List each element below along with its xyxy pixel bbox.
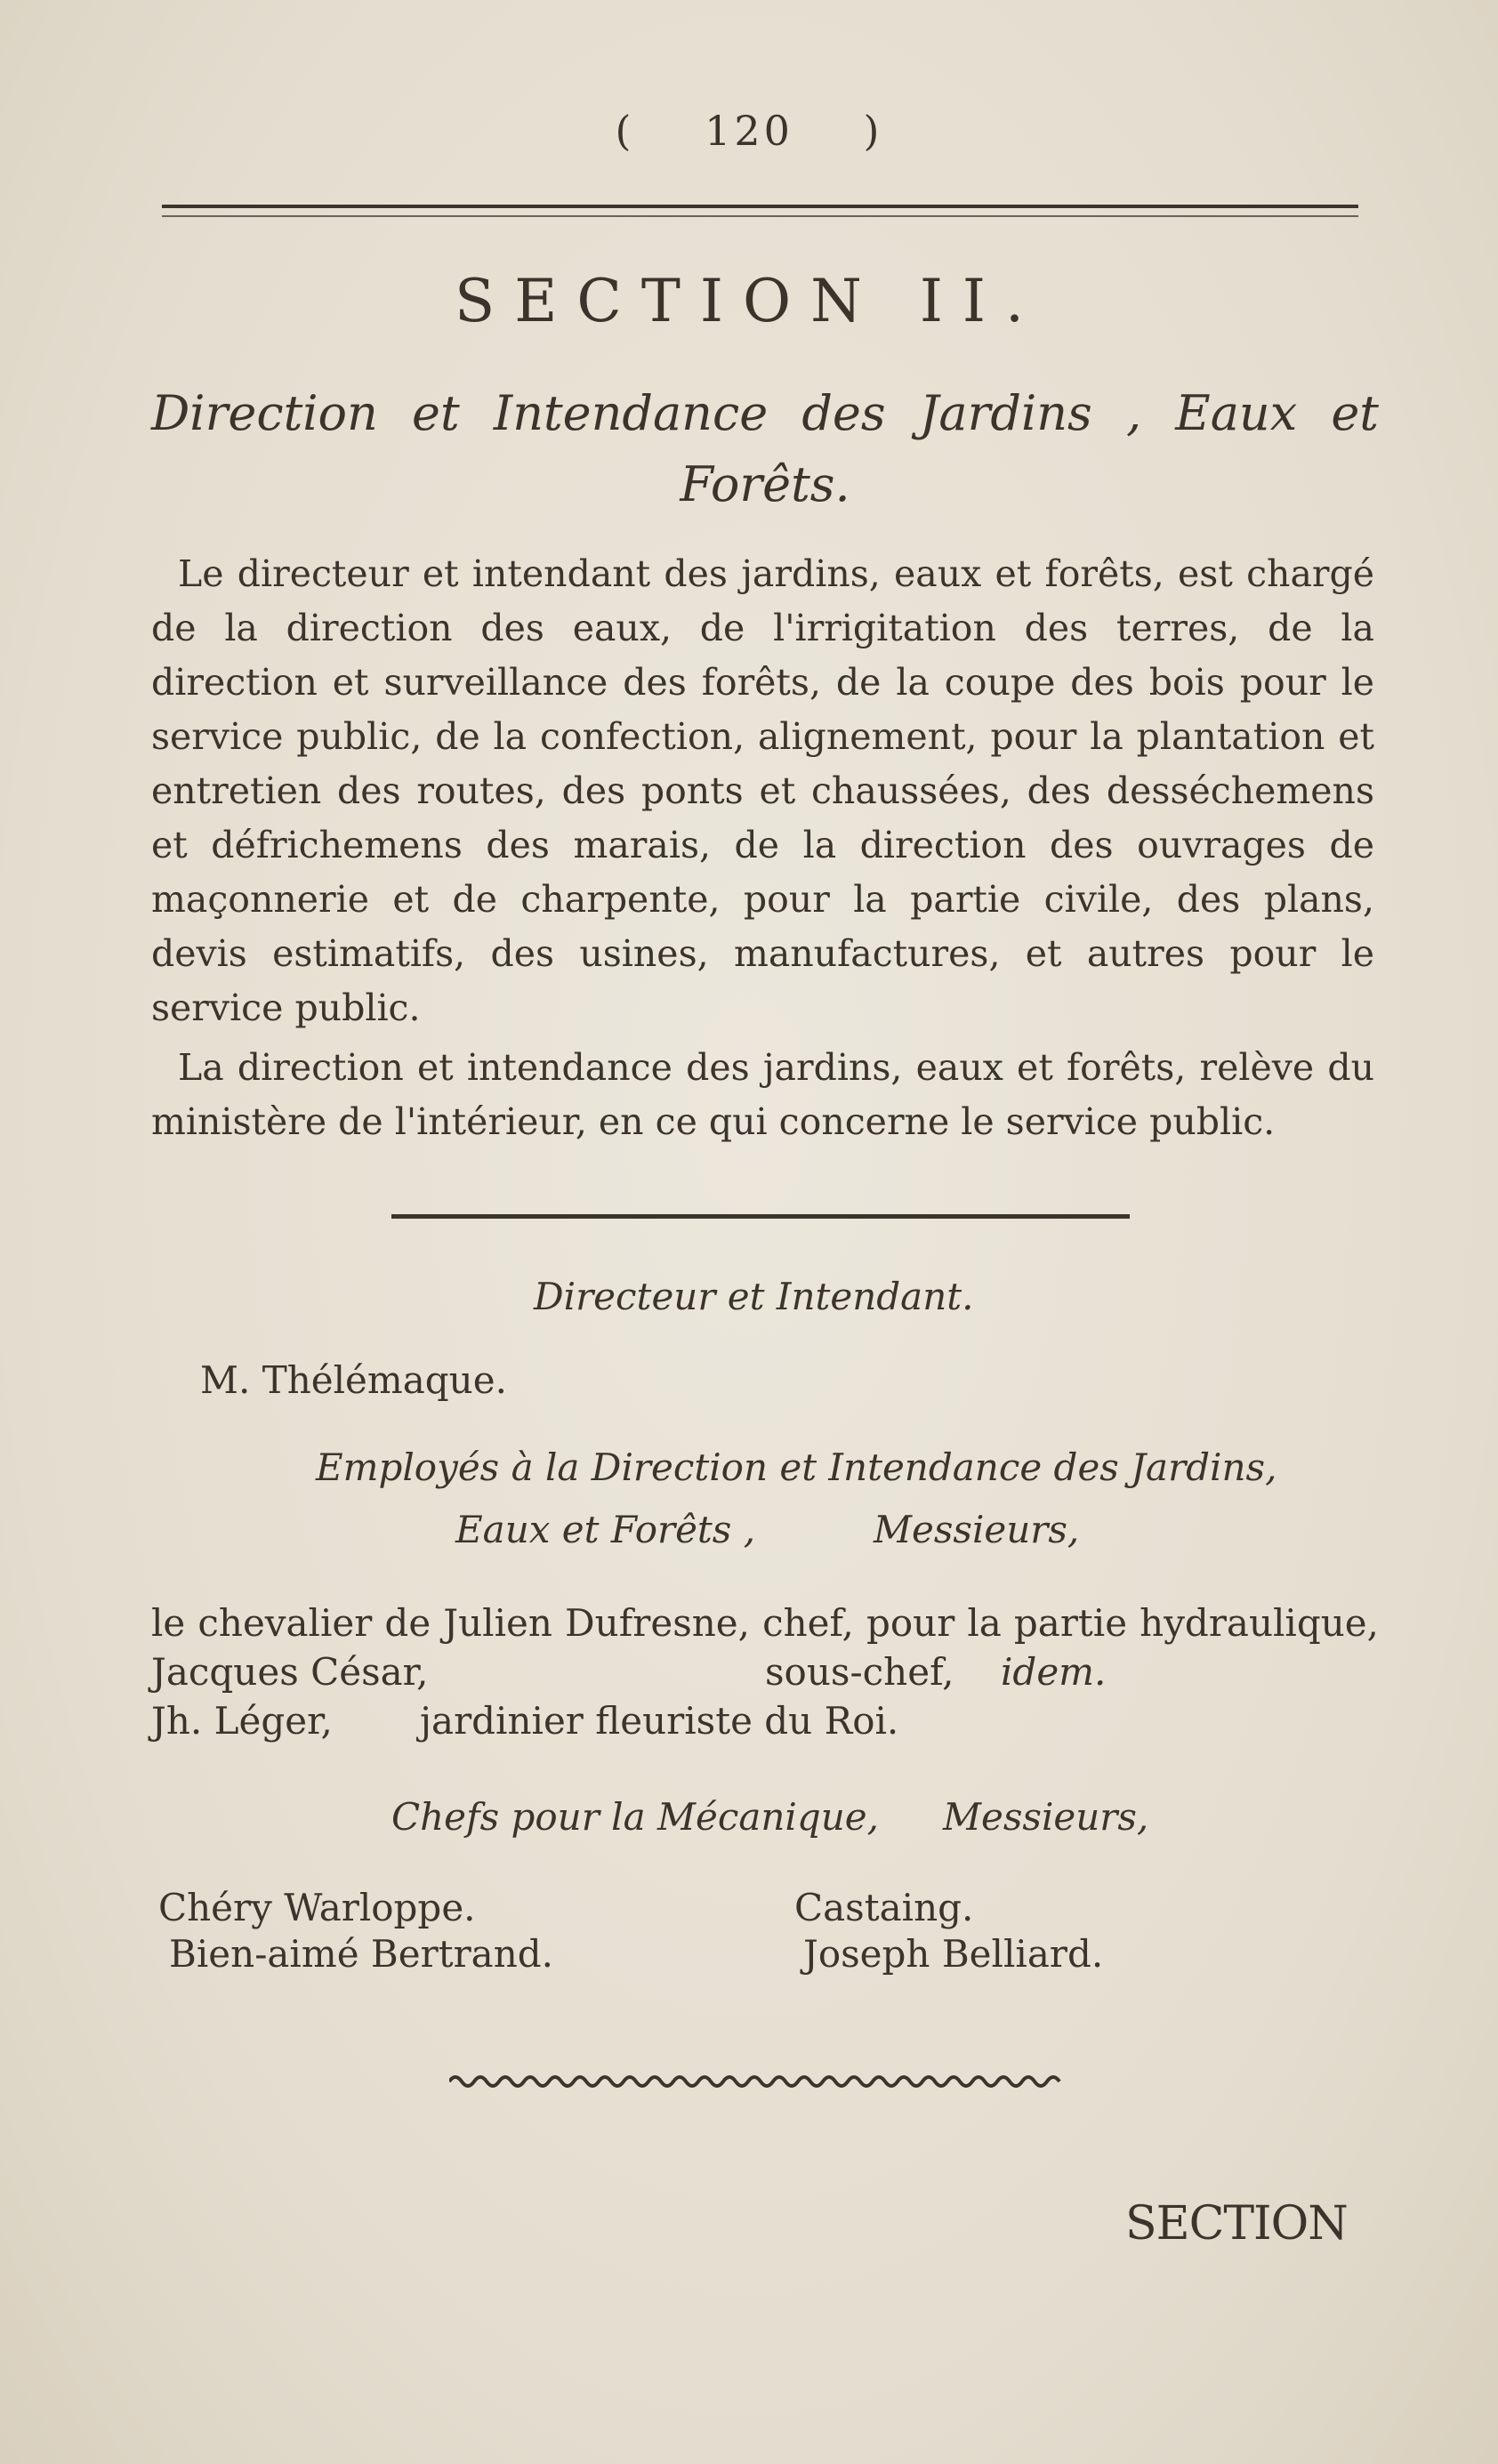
director-name: M. Thélémaque. <box>200 1358 507 1402</box>
employee-row-3-role: jardinier fleuriste du Roi. <box>420 1699 899 1743</box>
paragraph-1: Le directeur et intendant des jardins, eaux et forêts, est chargé de la direction des eaux, de l'irrigitation des terres, de la direction et surveillance des forêts, de la coupe des bois pour le service public, de la confection, alignement, pour la plantation et entretien des routes, des ponts et chaussées, des desséchemens et défrichemens des marais, de la direction des ouvrages de maçonnerie et de charpente, pour la partie civile, des plans, devis estimatifs, des usines, manufactures, et autres pour le service public. <box>151 552 1374 1029</box>
employee-row-2-note: idem. <box>1001 1650 1107 1694</box>
subtitle-line-1: Direction et Intendance des Jardins , Eaux et <box>151 385 1379 441</box>
header-rule <box>162 205 1358 208</box>
employee-row-2-name: Jacques César, <box>151 1650 429 1694</box>
page-number <box>0 107 1498 155</box>
mechanic-right-1: Castaing. <box>794 1886 974 1929</box>
paragraph-2: La direction et intendance des jardins, eaux et forêts, relève du ministère de l'intérieur, en ce qui concerne le service public. <box>151 1046 1374 1143</box>
mechanic-left-1: Chéry Warloppe. <box>158 1886 476 1929</box>
wavy-ornament <box>449 2071 1063 2092</box>
employee-row-1: le chevalier de Julien Dufresne, chef, pour la partie hydraulique, <box>151 1601 1379 1645</box>
mechanic-left-2: Bien-aimé Bertrand. <box>169 1932 553 1976</box>
subtitle-line-2: Forêts. <box>680 456 850 512</box>
section-title: SECTION II. <box>455 267 1043 335</box>
mechanic-right-2: Joseph Belliard. <box>803 1932 1104 1976</box>
page-number-close: ) <box>863 107 883 155</box>
employee-row-2-role: sous-chef, <box>765 1650 954 1694</box>
employees-heading-line-2b: Messieurs, <box>874 1508 1080 1551</box>
director-heading: Directeur et Intendant. <box>534 1275 974 1318</box>
mechanics-heading-a: Chefs pour la Mécanique, <box>391 1795 880 1839</box>
section-subtitle <box>151 378 1379 520</box>
page-number-value: 120 <box>705 107 793 155</box>
mechanics-heading-b: Messieurs, <box>943 1795 1149 1839</box>
page-number-open: ( <box>615 107 635 155</box>
catchword: SECTION <box>1125 2197 1348 2251</box>
employees-heading-line-2a: Eaux et Forêts , <box>455 1508 756 1551</box>
middle-rule <box>391 1214 1130 1219</box>
header-rule-thin <box>162 215 1358 217</box>
employee-row-3-name: Jh. Léger, <box>151 1699 333 1743</box>
employees-heading-line-1: Employés à la Direction et Intendance des Jardins, <box>316 1445 1277 1489</box>
